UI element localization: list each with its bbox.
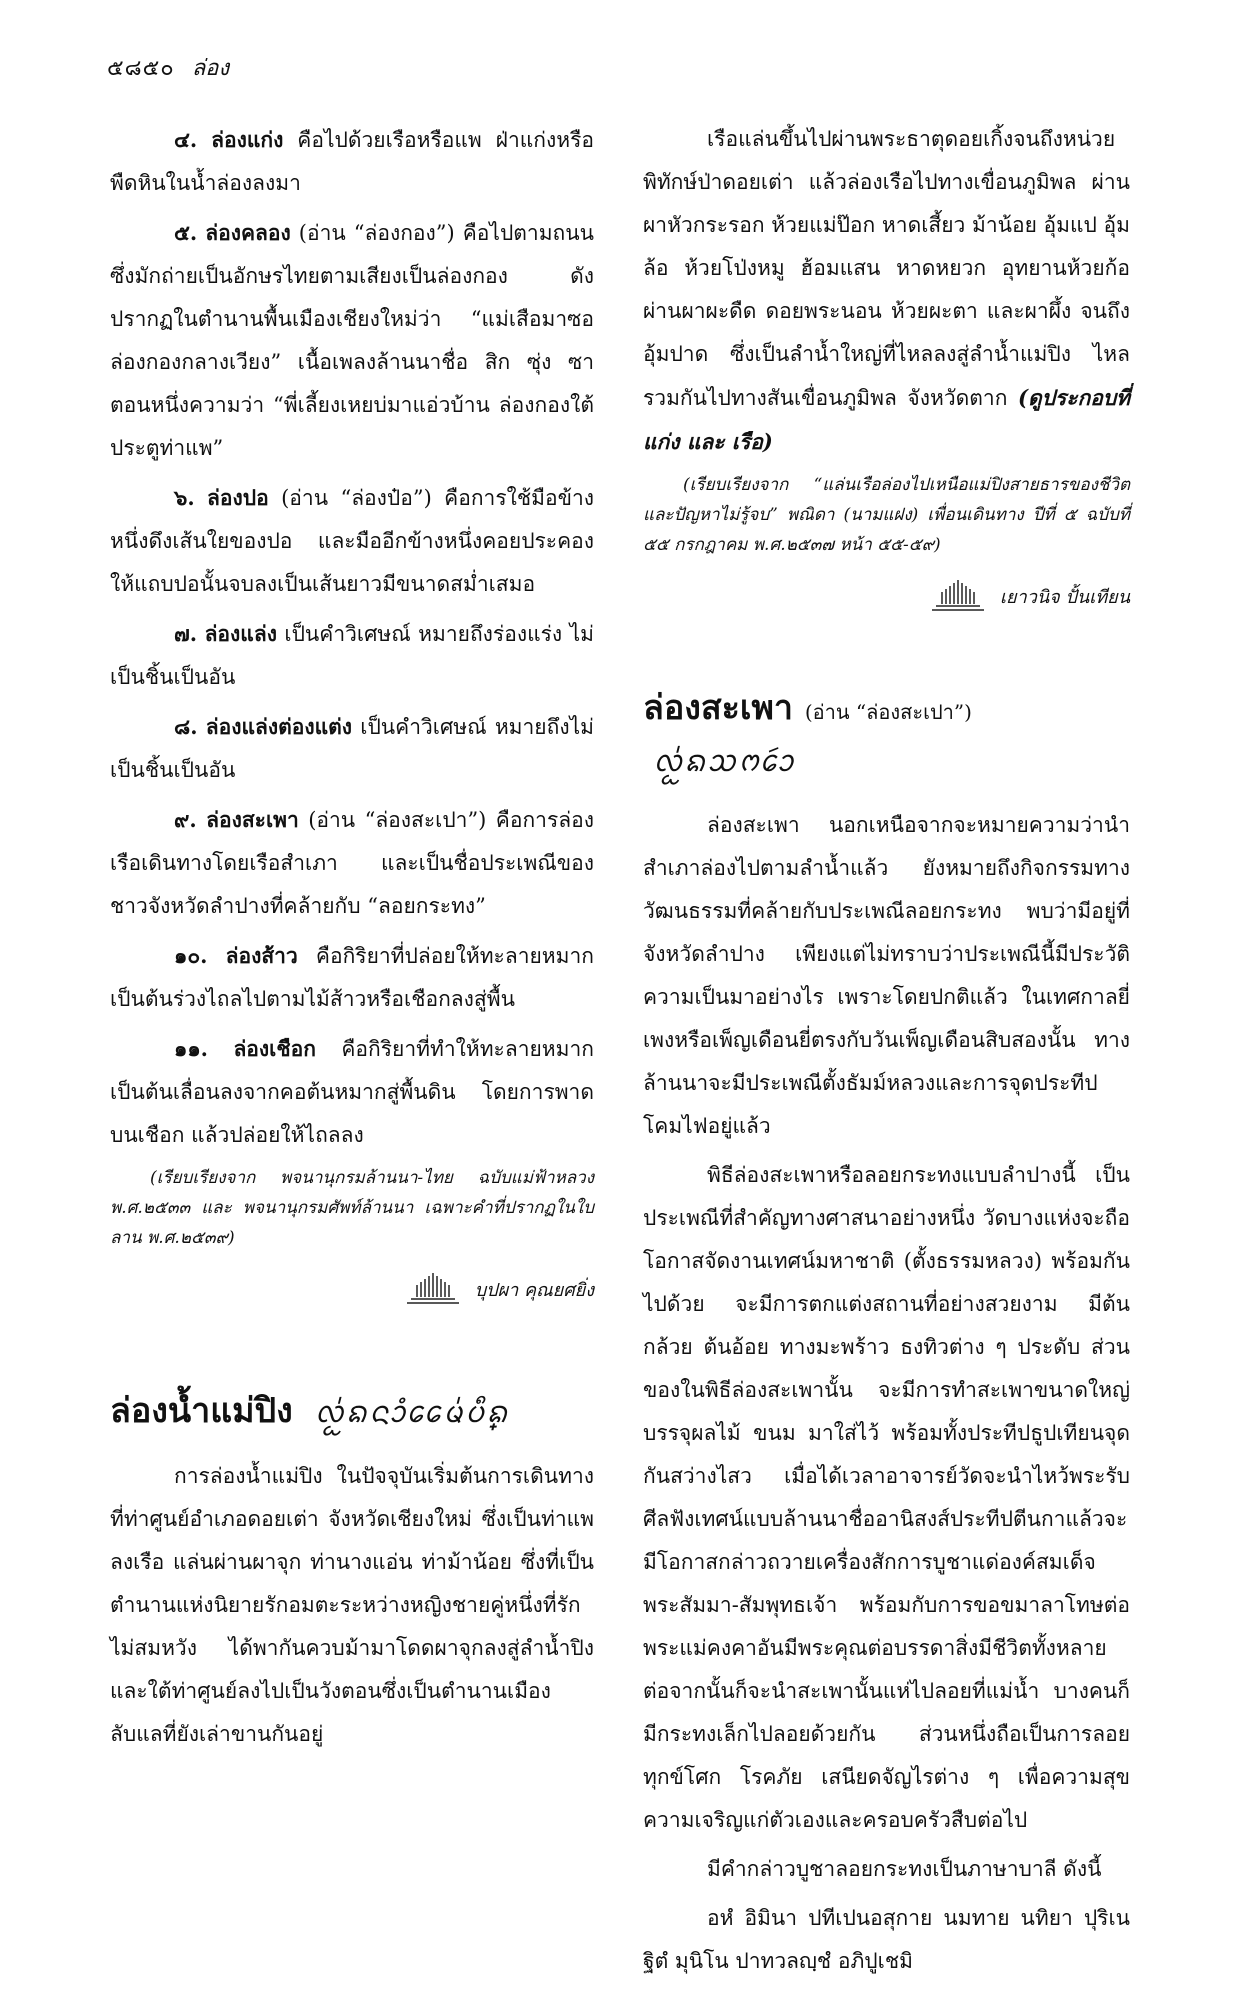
right-column: [643, 118, 1130, 1989]
entry-term: ล่องส้าว: [225, 943, 298, 968]
paragraph-4: อหํ อิมินา ปทีเปนอสุกาย นมทาย นทิยา ปุริเนฐิตํ มุนิโน ปาทวลญฺชํ อภิปูเชมิ: [643, 1906, 1130, 1973]
entry-term: ล่องแล่งต่องแต่ง: [205, 714, 353, 739]
continued-paragraph: เรือแล่นขึ้นไปผ่านพระธาตุดอยเกิ้งจนถึงหน่วยพิทักษ์ป่าดอยเต่า แล้วล่องเรือไปทางเขื่อนภูมิพล ผ่านผาหัวกระรอก ห้วยแม่ป๊อก หาดเสี้ยว ม้าน้อย อุ้มแป อุ้มล้อ ห้วยโป่งหมู ฮ้อมแสน หาดหยวก อุทยานห้วยก้อ ผ่านผาผะดืด ดอยพระนอน ห้วยผะตา และผาผึ้ง จนถึงอุ้มปาด ซึ่งเป็นลำน้ำใหญ่ที่ไหลลงสู่ลำน้ำแม่ปิง ไหลรวมกันไปทางสันเขื่อนภูมิพล จังหวัดตาก (ดูประกอบที่ แก่ง และ เรือ): [643, 127, 1131, 454]
paragraph-2: พิธีล่องสะเพาหรือลอยกระทงแบบลำปางนี้ เป็นประเพณีที่สำคัญทางศาสนาอย่างหนึ่ง วัดบางแห่งจะถือโอกาสจัดงานเทศน์มหาชาติ (ตั้งธรรมหลวง) พร้อมกันไปด้วย จะมีการตกแต่งสถานที่อย่างสวยงาม มีต้นกล้วย ต้นอ้อย ทางมะพร้าว ธงทิวต่าง ๆ ประดับ ส่วนของในพิธีล่องสะเพานั้น จะมีการทำสะเพาขนาดใหญ่บรรจุผลไม้ ขนม มาใส่ไว้ พร้อมทั้งประทีปธูปเทียนจุดกันสว่างไสว เมื่อได้เวลาอาจารย์วัดจะนำไหว้พระรับศีลฟังเทศน์แบบล้านนาชื่ออานิสงส์ประทีปตีนกาแล้วจะมีโอกาสกล่าวถวายเครื่องสักการบูชาแด่องค์สมเด็จพระสัมมา-สัมพุทธเจ้า พร้อมกับการขอขมาลาโทษต่อพระแม่คงคาอันมีพระคุณต่อบรรดาสิ่งมีชีวิตทั้งหลาย ต่อจากนั้นก็จะนำสะเพานั้นแห่ไปลอยที่แม่น้ำ บางคนก็มีกระทงเล็กไปลอยด้วยกัน ส่วนหนึ่งถือเป็นการลอยทุกข์โศก โรคภัย เสนียดจัญไรต่าง ๆ เพื่อความสุขความเจริญแก่ตัวเองและครอบครัวสืบต่อไป: [643, 1163, 1130, 1832]
entry-8: ๘. ล่องแล่งต่องแต่ง เป็นคำวิเศษณ์ หมายถึงไม่เป็นชิ้นเป็นอัน: [110, 714, 594, 782]
section-body: การล่องน้ำแม่ปิง ในปัจจุบันเริ่มต้นการเดินทางที่ท่าศูนย์อำเภอดอยเต่า จังหวัดเชียงใหม่ ซึ่งเป็นท่าแพลงเรือ แล่นผ่านผาจุก ท่านางแอ่น ท่าม้าน้อย ซึ่งที่เป็นตำนานแห่งนิยายรักอมตะระหว่างหญิงชายคู่หนึ่งที่รักไม่สมหวัง ได้พากันควบม้ามาโดดผาจุกลงสู่ลำน้ำปิง และใต้ท่าศูนย์ลงไปเป็นวังตอนซึ่งเป็นตำนานเมืองลับแลที่ยังเล่าขานกันอยู่: [110, 1464, 594, 1746]
entry-6: ๖. ล่องปอ (อ่าน “ล่องป๋อ”) คือการใช้มือข้างหนึ่งดึงเส้นใยของปอ และมืออีกข้างหนึ่งคอยประคองให้แถบปอนั้นจบลงเป็นเส้นยาวมีขนาดสม่ำเสมอ: [110, 485, 594, 596]
section-title: ล่องสะเพา: [643, 688, 793, 728]
entry-10: ๑๐. ล่องส้าว คือกิริยาที่ปล่อยให้ทะลายหมากเป็นต้นร่วงไถลไปตามไม้ส้าวหรือเชือกลงสู่พื้น: [110, 943, 594, 1011]
lanna-script-title: ᩃ᩵ᩬᨦᨶᩣᩴᩯᨾ᩵ᨷᩥ᩠ᨦ: [314, 1395, 510, 1430]
entry-term: ล่องเชือก: [233, 1036, 316, 1061]
lanna-script-title: ᩃ᩵ᩬᨦᩈᨻᩮᩢᩣ: [653, 744, 796, 779]
entry-term: ล่องแล่ง: [204, 621, 277, 646]
header-word: ล่อง: [191, 56, 230, 81]
section-heading: [110, 1387, 594, 1437]
section-subtitle: (อ่าน “ล่องสะเปา”): [804, 700, 972, 724]
section-title: ล่องน้ำแม่ปิง: [110, 1391, 293, 1431]
author-signature: [110, 1271, 594, 1307]
author-name: เยาวนิจ ปั้นเทียน: [999, 586, 1130, 608]
reference-note: (เรียบเรียงจาก “แล่นเรือล่องไปเหนือแม่ปิงสายธารของชีวิต และปัญหาไม่รู้จบ” พณิดา (นามแฝง) เพื่อนเดินทาง ปีที่ ๕ ฉบับที่ ๕๕ กรกฎาคม พ.ศ.๒๕๓๗ หน้า ๕๕-๕๙): [643, 475, 1130, 555]
see-also: (ดูประกอบที่ แก่ง และ เรือ): [643, 385, 1130, 454]
ornament-icon: [928, 578, 988, 614]
section-heading: [643, 684, 1130, 786]
author-signature: [643, 578, 1130, 614]
reference-note: (เรียบเรียงจาก พจนานุกรมล้านนา-ไทย ฉบับแม่ฟ้าหลวง พ.ศ.๒๕๓๓ และ พจนานุกรมศัพท์ล้านนา เฉพาะคำที่ปรากฏในใบลาน พ.ศ.๒๕๓๙): [110, 1168, 594, 1248]
ornament-icon: [403, 1271, 463, 1307]
entry-term: ล่องแก่ง: [211, 127, 284, 152]
paragraph-1: ล่องสะเพา นอกเหนือจากจะหมายความว่านำสำเภาล่องไปตามลำน้ำแล้ว ยังหมายถึงกิจกรรมทางวัฒนธรรมที่คล้ายกับประเพณีลอยกระทง พบว่ามีอยู่ที่จังหวัดลำปาง เพียงแต่ไม่ทราบว่าประเพณีนี้มีประวัติความเป็นมาอย่างไร เพราะโดยปกติแล้ว ในเทศกาลยี่เพงหรือเพ็ญเดือนยี่ตรงกับวันเพ็ญเดือนสิบสองนั้น ทางล้านนาจะมีประเพณีตั้งธัมม์หลวงและการจุดประทีปโคมไฟอยู่แล้ว: [643, 813, 1130, 1138]
entry-4: ๔. ล่องแก่ง คือไปด้วยเรือหรือแพ ฝ่าแก่งหรือพืดหินในน้ำล่องลงมา: [110, 127, 594, 195]
left-column: [110, 118, 594, 1762]
paragraph-3: มีคำกล่าวบูชาลอยกระทงเป็นภาษาบาลี ดังนี้: [707, 1857, 1102, 1881]
entry-11: ๑๑. ล่องเชือก คือกิริยาที่ทำให้ทะลายหมากเป็นต้นเลื่อนลงจากคอต้นหมากสู่พื้นดิน โดยการพาดบนเชือก แล้วปล่อยให้ไถลลง: [110, 1036, 594, 1147]
entry-5: ๕. ล่องคลอง (อ่าน “ล่องกอง”) คือไปตามถนน ซึ่งมักถ่ายเป็นอักษรไทยตามเสียงเป็นล่องกอง ดังปรากฏในตำนานพื้นเมืองเชียงใหม่ว่า “แม่เสือมาซอล่องกองกลางเวียง” เนื้อเพลงล้านนาชื่อ สิก ซุ่ง ซา ตอนหนึ่งความว่า “พี่เลี้ยงเหยบ่มาแอ่วบ้าน ล่องกองใต้ ประตูท่าแพ”: [110, 220, 594, 460]
entry-9: ๙. ล่องสะเพา (อ่าน “ล่องสะเปา”) คือการล่องเรือเดินทางโดยเรือสำเภา และเป็นชื่อประเพณีของชาวจังหวัดลำปางที่คล้ายกับ “ลอยกระทง”: [110, 807, 594, 918]
page-number: ๕๘๕๐: [107, 56, 175, 81]
page-header: [107, 50, 229, 85]
entry-term: ล่องสะเพา: [206, 807, 299, 832]
entry-term: ล่องปอ: [207, 485, 269, 510]
entry-7: ๗. ล่องแล่ง เป็นคำวิเศษณ์ หมายถึงร่องแร่ง ไม่เป็นชิ้นเป็นอัน: [110, 621, 594, 689]
entry-term: ล่องคลอง: [205, 220, 291, 245]
author-name: บุปผา คุณยศยิ่ง: [474, 1279, 594, 1301]
